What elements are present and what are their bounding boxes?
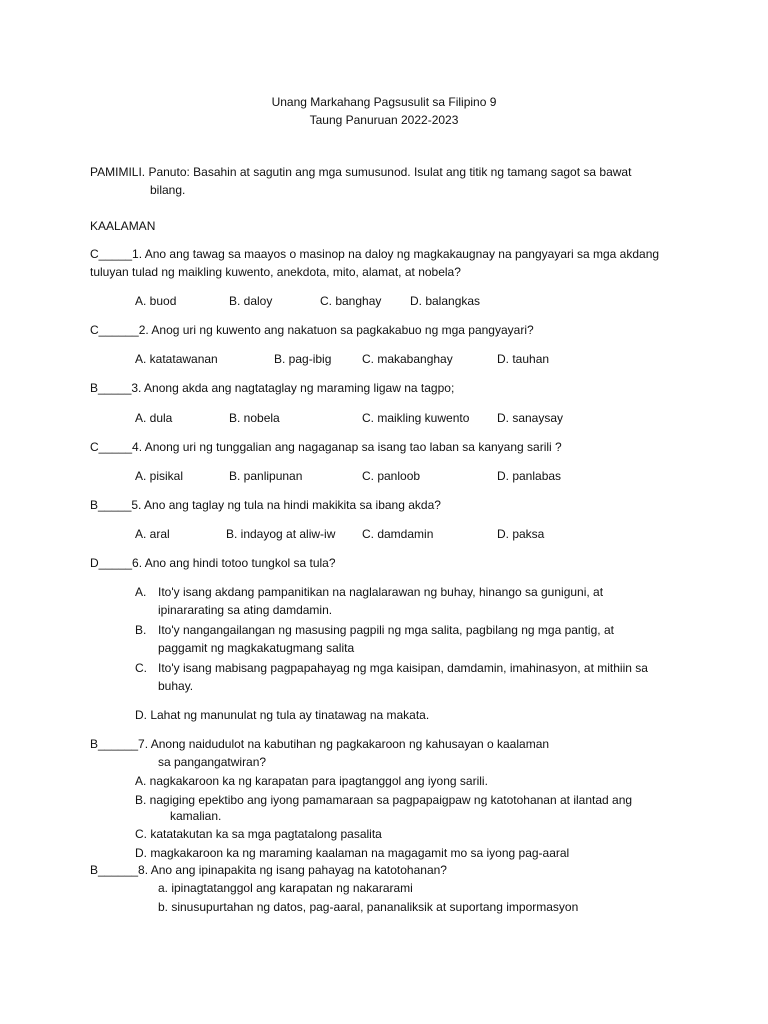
choice-a-letter: A. [135, 585, 147, 599]
question-text: B_____5. Ano ang taglay ng tula na hindi makikita sa ibang akda? [90, 498, 441, 512]
question-text: D_____6. Ano ang hindi totoo tungkol sa tula? [90, 556, 336, 570]
choice-b: Ito'y nangangailangan ng masusing pagpili ng mga salita, pagbilang ng mga pantig, at [158, 623, 614, 637]
choice-a: A. nagkakaroon ka ng karapatan para ipagtanggol ang iyong sarili. [135, 774, 488, 788]
instructions-line-1: PAMIMILI. Panuto: Basahin at sagutin ang mga sumusunod. Isulat ang titik ng tamang sagot sa bawat [90, 165, 632, 179]
choice-c: Ito'y isang mabisang pagpapahayag ng mga kaisipan, damdamin, imahinasyon, at mithiin sa [158, 661, 648, 675]
choice-c-letter: C. [135, 661, 147, 675]
question-text: C_____4. Anong uri ng tunggalian ang nagaganap sa isang tao laban sa kanyang sarili ? [90, 440, 562, 454]
choice-c: C. panloob [362, 469, 421, 483]
choice-a: A. buod [135, 294, 177, 308]
question-text: B______8. Ano ang ipinapakita ng isang pahayag na katotohanan? [90, 863, 447, 877]
choice-b-letter: B. [135, 623, 147, 637]
choice-b: B. daloy [229, 294, 273, 308]
choice-d: D. balangkas [410, 294, 481, 308]
choice-a: A. aral [135, 527, 170, 541]
choice-a: ipinararating sa ating damdamin. [158, 603, 333, 617]
choice-b: B. indayog at aliw-iw [226, 527, 336, 541]
choice-d: D. sanaysay [497, 411, 564, 425]
choice-b: kamalian. [170, 809, 222, 823]
choice-c: C. maikling kuwento [362, 411, 470, 425]
question-text: C______2. Anog uri ng kuwento ang nakatuon sa pagkakabuo ng mga pangyayari? [90, 323, 534, 337]
exam-title: Unang Markahang Pagsusulit sa Filipino 9 [271, 95, 497, 109]
choice-b: B. nobela [229, 411, 280, 425]
choice-d: D. Lahat ng manunulat ng tula ay tinatawag na makata. [135, 708, 430, 722]
question-text: B______7. Anong naidudulot na kabutihan ng pagkakaroon ng kahusayan o kaalaman [90, 737, 550, 751]
choice-c: buhay. [158, 679, 194, 693]
question-text: sa pangangatwiran? [158, 755, 267, 769]
choice-a: A. katatawanan [135, 352, 218, 366]
choice-b: paggamit ng magkakatugmang salita [158, 641, 355, 655]
choice-b: B. panlipunan [229, 469, 303, 483]
choice-d: D. tauhan [497, 352, 550, 366]
choice-b: b. sinusupurtahan ng datos, pag-aaral, pananaliksik at suportang impormasyon [158, 900, 579, 914]
choice-a: Ito'y isang akdang pampanitikan na naglalarawan ng buhay, hinango sa guniguni, at [158, 585, 604, 599]
choice-a: A. pisikal [135, 469, 184, 483]
question-text: C_____1. Ano ang tawag sa maayos o masinop na daloy ng magkakaugnay na pangyayari sa mga akdang [90, 247, 660, 261]
choice-a: A. dula [135, 411, 173, 425]
choice-a: a. ipinagtatanggol ang karapatan ng nakararami [158, 881, 413, 895]
choice-d: D. paksa [497, 527, 545, 541]
school-year: Taung Panuruan 2022-2023 [309, 113, 459, 127]
question-text: tuluyan tulad ng maikling kuwento, anekdota, mito, alamat, at nobela? [90, 265, 461, 279]
choice-c: C. banghay [320, 294, 382, 308]
question-text: B_____3. Anong akda ang nagtataglay ng maraming ligaw na tagpo; [90, 381, 455, 395]
choice-d: D. magkakaroon ka ng maraming kaalaman na magagamit mo sa iyong pag-aaral [135, 846, 570, 860]
choice-b: B. pag-ibig [274, 352, 332, 366]
section-heading: KAALAMAN [90, 219, 156, 233]
choice-c: C. damdamin [362, 527, 434, 541]
choice-c: C. katatakutan ka sa mga pagtatalong pasalita [135, 827, 382, 841]
choice-c: C. makabanghay [362, 352, 453, 366]
choice-b: B. nagiging epektibo ang iyong pamamaraan sa pagpapaigpaw ng katotohanan at ilantad ang [135, 793, 633, 807]
choice-d: D. panlabas [497, 469, 562, 483]
instructions-line-2: bilang. [150, 183, 186, 197]
